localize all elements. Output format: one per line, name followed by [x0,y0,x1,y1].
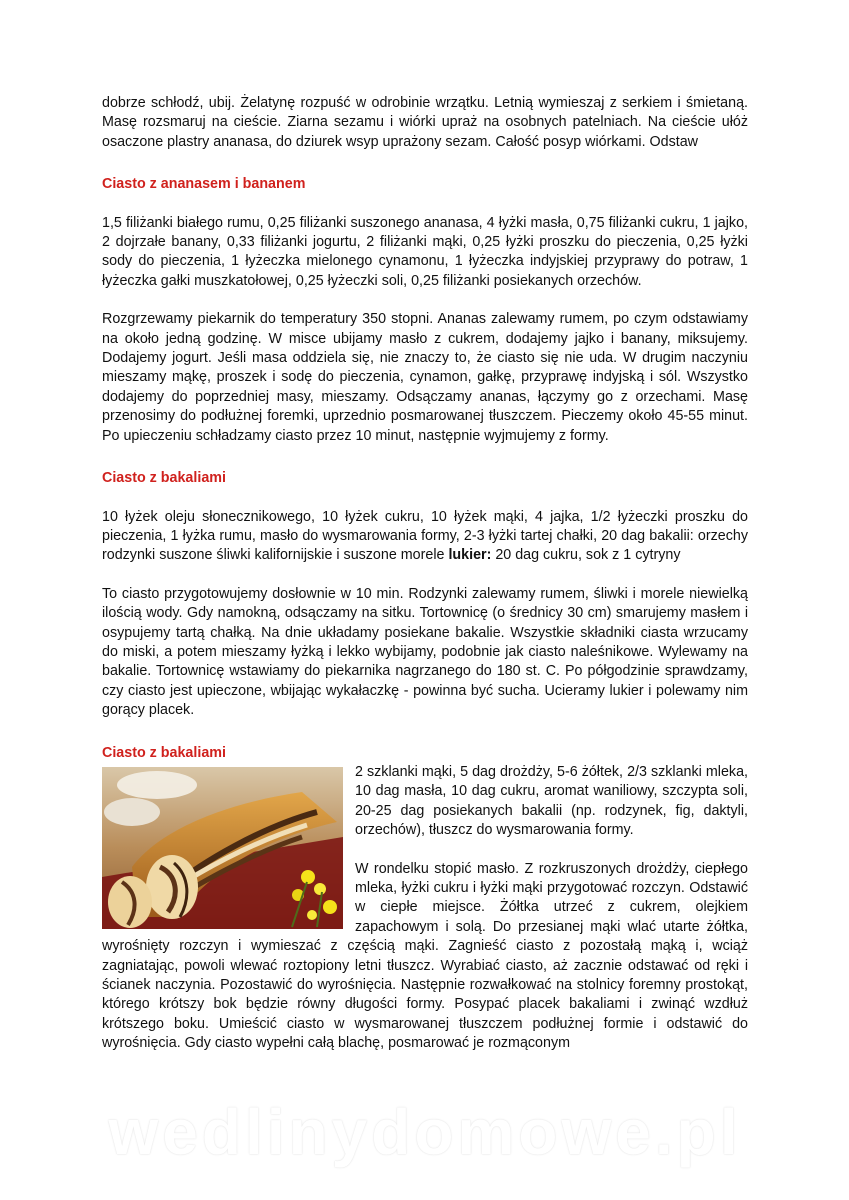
recipe-ingredients [102,508,748,566]
recipe-ingredients: 1,5 filiżanki białego rumu, 0,25 filiżanki suszonego ananasa, 4 łyżki masła, 0,75 filiżanki cukru, 1 jajko, 2 dojrzałe banany, 0,33 filiżanki jogurtu, 2 filiżanki mąki, 0,25 łyżki proszku do pieczenia, 0,25 łyżki sody do pieczenia, 1 łyżeczka mielonego cynamonu, 1 łyżeczka indyjskiej przyprawy do potraw, 1 łyżeczka gałki muszkatołowej, 0,25 łyżeczki soli, 0,25 filiżanki posiekanych orzechów. [102,214,748,289]
recipe-title: Ciasto z bakaliami [102,470,226,487]
intro-paragraph: dobrze schłodź, ubij. Żelatynę rozpuść w odrobinie wrzątku. Letnią wymieszaj z serkiem i śmietaną. Masę rozsmaruj na cieście. Ziarna sezamu i wiórki upraż na osobnych patelniach. Na cieście ułóż osaczone plastry ananasa, do dziurek wsyp uprażony sezam. Całość posyp wiórkami. Odstaw [102,95,748,150]
recipe-title: Ciasto z bakaliami [102,744,226,761]
recipe-method: W rondelku stopić masło. Z rozkruszonych drożdży, ciepłego mleka, łyżki cukru i łyżki mąki przygotować rozczyn. Odstawić w ciepłe miejsce. Żółtka utrzeć z cukrem, olejkiem zapachowym i solą. Do przesianej mąki wlać utarte żółtka, wyrośnięty rozczyn i wymieszać z częścią mąki. Zagnieść ciasto z pozostałą mąką i, wciąż zagniatając, powoli wlewać roztopiony letni tłuszcz. Wyrabiać ciasto, aż zacznie odstawać od ręki i ścianek naczynia. Pozostawić do wyrośnięcia. Następnie rozwałkować na stolnicy foremny prostokąt, którego krótszy bok będzie równy długości formy. Posypać placek bakaliami i zwinąć wzdłuż krótszego boku. Umieścić ciasto w wysmarowanej tłuszczem podłużnej formie i odstawić do wyrośnięcia. Gdy ciasto wypełni całą blachę, posmarować je rozmąconym [102,860,748,1052]
cake-photo [102,767,343,929]
document-page [102,94,748,1054]
recipe-ingredients: 2 szklanki mąki, 5 dag drożdży, 5-6 żółtek, 2/3 szklanki mleka, 10 dag masła, 10 dag cukru, aromat waniliowy, szczypta soli, 20-25 dag posiekanych bakalii (np. rodzynek, fig, daktyli, orzechów), tłuszcz do wysmarowania formy. [355,763,748,839]
glaze-label: lukier: [448,547,492,564]
cake-photo-image [102,767,343,929]
recipe-method: To ciasto przygotowujemy dosłownie w 10 min. Rodzynki zalewamy rumem, śliwki i morele niewielką ilością wody. Gdy namokną, odsączamy na sitku. Tortownicę (o średnicy 30 cm) smarujemy masłem i osypujemy tartą chałką. Na dnie układamy posiekane bakalie. Wszystkie składniki ciasta wrzucamy do miski, a potem mieszamy łyżką i lekko wybijamy, podobnie jak ciasto naleśnikowe. Wylewamy na bakalie. Tortownicę wstawiamy do piekarnika nagrzanego do 180 st. C. Po półgodzinie sprawdzamy, czy ciasto jest upieczone, wbijając wykałaczkę - powinna być sucha. Ucieramy lukier i polewamy nim gorący placek. [102,585,748,719]
glaze-text: 20 dag cukru, sok z 1 cytryny [491,547,681,564]
recipe-title: Ciasto z ananasem i bananem [102,176,306,193]
watermark: wedlinydomowe.pl [108,1096,742,1168]
ingredients-text: 10 łyżek oleju słonecznikowego, 10 łyżek cukru, 10 łyżek mąki, 4 jajka, 1/2 łyżeczki proszku do pieczenia, 1 łyżka rumu, masło do wysmarowania formy, 2-3 łyżki tartej chałki, 20 dag bakalii: orzechy rodzynki suszone śliwki kalifornijskie i suszone morele [102,508,748,564]
recipe-method: Rozgrzewamy piekarnik do temperatury 350 stopni. Ananas zalewamy rumem, po czym odstawiamy na około jedną godzinę. W misce ubijamy masło z cukrem, dodajemy jajko i banany, miksujemy. Dodajemy jogurt. Jeśli masa oddziela się, nie znaczy to, że ciasto się nie uda. W drugim naczyniu mieszamy mąkę, proszek i sodę do pieczenia, cynamon, gałkę, przyprawę indyjską i sól. Wszystko dodajemy do poprzedniej masy, mieszamy. Odsączamy ananas, łączymy go z orzechami. Masę przenosimy do podłużnej foremki, uprzednio posmarowanej tłuszczem. Pieczemy około 45-55 minut. Po upieczeniu schładzamy ciasto przez 10 minut, następnie wyjmujemy z formy. [102,311,748,444]
